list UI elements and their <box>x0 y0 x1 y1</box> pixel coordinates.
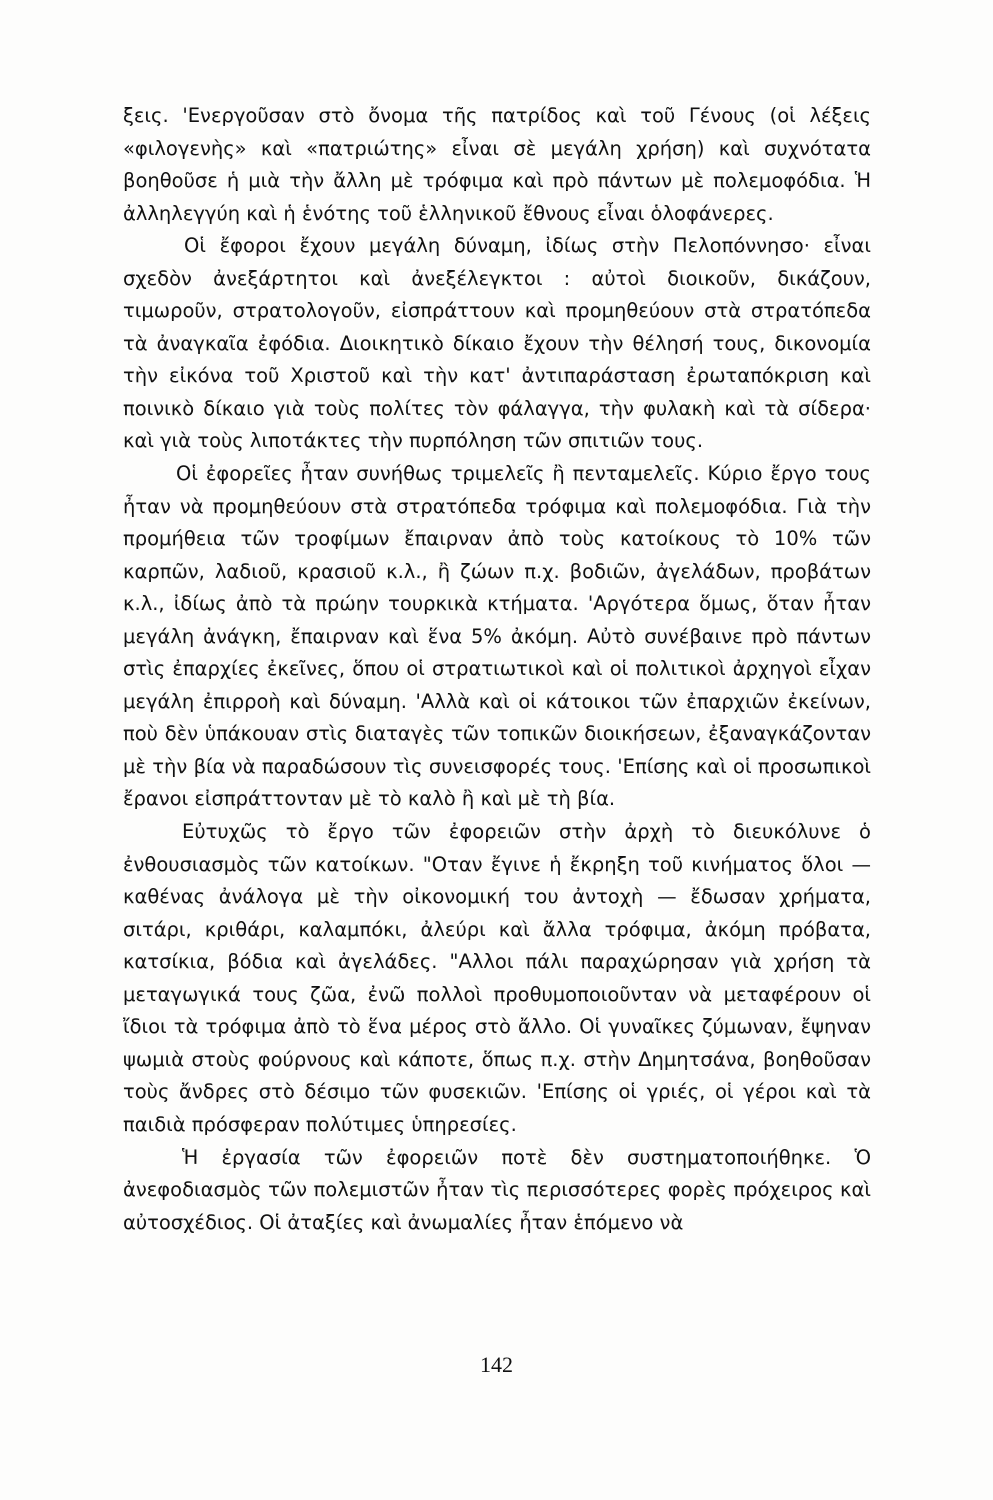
text-line: τους ἦταν νὰ προμηθεύουν στὰ στρατόπεδα τρόφιμα καὶ πολεμο <box>123 462 871 518</box>
text-line: μέρος στὸ ἄλλο. Οἱ γυναῖκες ζύμωναν, ἔψηναν ψωμιὰ στοὺς φούρ <box>123 1015 871 1071</box>
text-line: ἀνεφοδιασμὸς τῶν πολεμιστῶν ἦταν τὶς περισσότερες φορὲς πρό <box>123 1178 770 1202</box>
text-line: εἶναι σχεδὸν ἀνεξάρτητοι καὶ ἀνεξέλεγκτοι : αὐτοὶ διοικοῦν, δι <box>123 234 871 290</box>
paragraph-supply-work <box>123 1142 871 1240</box>
text-line: Οἱ ἔφοροι ἔχουν μεγάλη δύναμη, ἰδίως στὴν Πελοπόννησο· <box>184 234 824 258</box>
text-line: Εὐτυχῶς τὸ ἔργο τῶν ἐφορειῶν στὴν ἀρχὴ τὸ διευκόλυνε ὁ <box>182 820 871 844</box>
text-line: ἐκείνων, ποὺ δὲν ὑπάκουαν στὶς διαταγὲς τῶν τοπικῶν διοικήσεων, <box>123 689 871 746</box>
text-line: τὴν πυρπόληση τῶν σπιτιῶν τους. <box>367 429 704 453</box>
text-line: κάζουν, τιμωροῦν, στρατολογοῦν, εἰσπράττουν καὶ προμηθεύουν <box>123 266 871 323</box>
text-line: ἄνδρες στὸ δέσιμο τῶν φυσεκιῶν. 'Επίσης οἱ γριές, οἱ γέροι καὶ τὰ <box>179 1080 871 1104</box>
text-line: ξεις. 'Ενεργοῦσαν στὸ ὄνομα τῆς πατρίδος καὶ τοῦ Γένους (οἱ λέ <box>123 104 832 127</box>
text-line: κικὰ κτήματα. 'Αργότερα ὅμως, ὅταν ἦταν μεγάλη ἀνάγκη, ἔπαιρ <box>123 592 871 648</box>
text-line: Ἡ ἐργασία τῶν ἐφορειῶν ποτὲ δὲν συστηματοποιήθηκε. Ὁ <box>182 1145 871 1169</box>
text-line: προθυμοποιοῦνταν νὰ μεταφέρουν οἱ ἴδιοι τὰ τρόφιμα ἀπὸ τὸ ἕνα <box>123 982 871 1039</box>
text-line: ἐνθουσιασμὸς τῶν κατοίκων. "Οταν ἔγινε ἡ ἔκρηξη τοῦ κινήματος <box>123 852 802 876</box>
text-line: χρήματα, σιτάρι, κριθάρι, καλαμπόκι, ἀλεύρι καὶ ἄλλα τρόφιμα, <box>123 885 871 941</box>
paragraph-enthusiasm <box>123 816 871 1141</box>
text-line: γάλη ἐπιρροὴ καὶ δύναμη. 'Αλλὰ καὶ οἱ κάτοικοι τῶν ἐπαρχιῶν <box>145 689 788 713</box>
text-line: τιπαράσταση ἐρωταπόκριση καὶ ποινικὸ δίκαιο γιὰ τοὺς πολίτες <box>123 364 871 420</box>
text-line: βοδιῶν, ἀγελάδων, προβάτων κ.λ., ἰδίως ἀπὸ τὰ πρώην τουρ <box>123 559 871 616</box>
text-line: πολεμοφόδια. Ἡ ἀλληλεγγύη καὶ ἡ ἑνότης τοῦ ἑλληνικοῦ ἔθνους <box>123 169 871 225</box>
text-line: Οἱ ἐφορεῖες ἦταν συνήθως τριμελεῖς ἢ πενταμελεῖς. Κύριο ἔργο <box>176 462 825 486</box>
page-number: 142 <box>480 1352 513 1377</box>
text-line: τοίκους τὸ 10% τῶν καρπῶν, λαδιοῦ, κρασιοῦ κ.λ., ἢ ζώων π.χ. <box>123 527 871 583</box>
text-line: ἀκόμη πρόβατα, κατσίκια, βόδια καὶ ἀγελάδες. "Αλλοι πάλι <box>123 917 871 974</box>
text-line: φόδια. Γιὰ τὴν προμήθεια τῶν τροφίμων ἔπαιρναν ἀπὸ τοὺς κα <box>123 494 871 551</box>
text-line: ξεις «φιλογενὴς» καὶ «πατριώτης» εἶναι σὲ μεγάλη χρήση) καὶ συχνό <box>123 104 871 160</box>
text-line: 'Επίσης καὶ οἱ προσωπικοὶ ἔρανοι εἰσπράττονταν μὲ τὸ καλὸ ἢ <box>123 754 871 811</box>
text-line: θέλησή τους, δικονομία τὴν εἰκόνα τοῦ Χριστοῦ καὶ τὴν κατ' ἀν <box>123 331 871 388</box>
paragraph-ephorates <box>123 458 871 816</box>
text-line: χειρος καὶ αὐτοσχέδιος. Οἱ ἀταξίες καὶ ἀνωμαλίες ἦταν ἑπόμενο νὰ <box>123 1178 871 1234</box>
text-line: τατα βοηθοῦσε ἡ μιὰ τὴν ἄλλη μὲ τρόφιμα καὶ πρὸ πάντων μὲ <box>123 136 871 193</box>
paragraph-ephors-power <box>123 230 871 458</box>
text-line: ἐκεῖνες, ὅπου οἱ στρατιωτικοὶ καὶ οἱ πολιτικοὶ ἀρχηγοὶ εἶχαν με <box>123 657 871 713</box>
text-line: ναν καὶ ἕνα 5% ἀκόμη. Αὐτὸ συνέβαινε πρὸ πάντων στὶς ἐπαρχίες <box>123 624 871 681</box>
text-line: νους καὶ κάποτε, ὅπως π.χ. στὴν Δημητσάνα, βοηθοῦσαν τοὺς <box>123 1047 871 1104</box>
text-line: ὅλοι — καθένας ἀνάλογα μὲ τὴν οἰκονομική του ἀντοχὴ — ἔδωσαν <box>123 852 871 909</box>
text-line: παραχώρησαν γιὰ χρήση τὰ μεταγωγικά τους ζῶα, ἐνῶ πολλοὶ <box>123 950 871 1006</box>
text-line: στὰ στρατόπεδα τὰ ἀναγκαῖα ἐφόδια. Διοικητικὸ δίκαιο ἔχουν τὴν <box>123 299 871 355</box>
text-line: καὶ μὲ τὴ βία. <box>480 787 616 811</box>
text-line: παιδιὰ πρόσφεραν πολύτιμες ὑπηρεσίες. <box>123 1112 517 1136</box>
text-line: ἐξαναγκάζονταν μὲ τὴν βία νὰ παραδώσουν τὶς συνεισφορές τους. <box>123 722 871 778</box>
body-text <box>123 100 871 1239</box>
text-line: τὸν φάλαγγα, τὴν φυλακὴ καὶ τὰ σίδερα· καὶ γιὰ τοὺς λιποτάκτες <box>123 396 871 453</box>
paragraph-continuation <box>123 100 871 230</box>
text-line: εἶναι ὁλοφάνερες. <box>596 201 774 225</box>
